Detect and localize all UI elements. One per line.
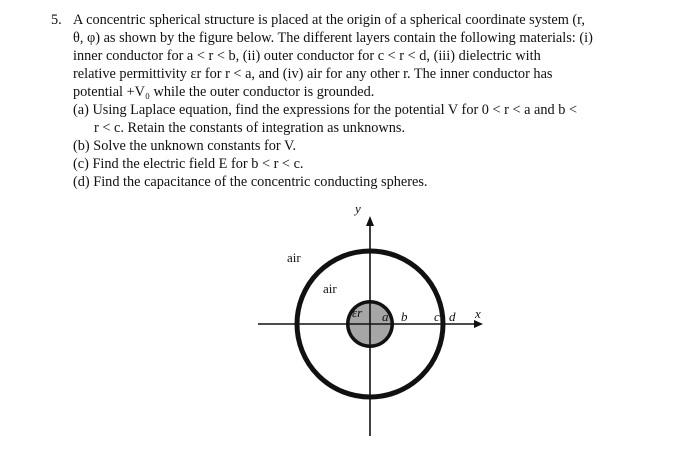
inner-air-label: air (323, 281, 337, 296)
y-axis-arrowhead (366, 216, 374, 226)
y-axis-label: y (355, 201, 361, 216)
problem-line-2: θ, φ) as shown by the figure below. The different layers contain the following materials: (i) (73, 30, 593, 46)
part-b: (b) Solve the unknown constants for V. (73, 138, 297, 154)
problem-line-3: inner conductor for a < r < b, (ii) outer conductor for c < r < d, (iii) dielectric with (73, 48, 541, 64)
part-c: (c) Find the electric field E for b < r < c. (73, 156, 304, 172)
problem-line-1: A concentric spherical structure is placed at the origin of a spherical coordinate system (r, (73, 12, 585, 28)
part-a: (a) Using Laplace equation, find the expressions for the potential V for 0 < r < a and b < (73, 102, 578, 118)
outer-air-label: air (287, 250, 301, 265)
dielectric-label: εr (352, 305, 363, 320)
radius-d-label: d (449, 309, 456, 324)
radius-b-label: b (401, 309, 408, 324)
x-axis-label: x (475, 306, 481, 321)
radius-a-label: a (382, 309, 389, 324)
problem-number: 5. (51, 12, 62, 28)
problem-line-5: potential +V₀ while the outer conductor is grounded. (73, 84, 375, 100)
radius-c-label: c (434, 309, 440, 324)
x-axis-arrowhead (474, 320, 483, 328)
part-a-continued: r < c. Retain the constants of integration as unknowns. (94, 120, 406, 136)
problem-line-4: relative permittivity εr for r < a, and (iv) air for any other r. The inner conductor has (73, 66, 553, 82)
part-d: (d) Find the capacitance of the concentric conducting spheres. (73, 174, 428, 190)
